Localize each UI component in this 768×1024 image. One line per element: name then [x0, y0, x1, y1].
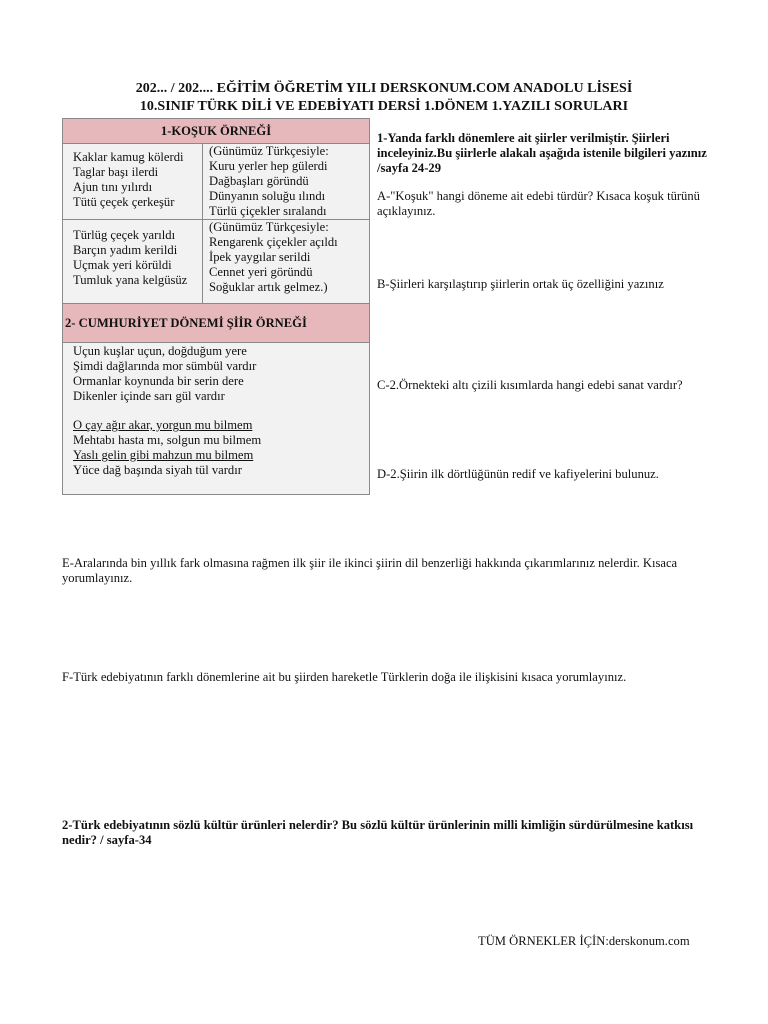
question-b: B-Şiirleri karşılaştırıp şiirlerin ortak üç özelliğini yazınız [377, 277, 664, 291]
exam-title-line1: 202... / 202.... EĞİTİM ÖĞRETİM YILI DERSKONUM.COM ANADOLU LİSESİ [135, 81, 633, 96]
republic-era-poem [63, 343, 370, 495]
stanza2-modern-line: Soğuklar artık gelmez.) [209, 280, 328, 294]
stanza2-modern [203, 220, 370, 304]
stanza1-modern-line: (Günümüz Türkçesiyle: [209, 144, 329, 158]
poem2-line: Mehtabı hasta mı, solgun mu bilmem [73, 433, 262, 447]
stanza1-modern-line: Türlü çiçekler sıralandı [209, 204, 327, 218]
stanza1-original-line: Tütü çeçek çerkeşür [73, 195, 175, 209]
stanza2-original-line: Barçın yadım kerildi [73, 243, 178, 257]
question-1-intro: 1-Yanda farklı dönemlere ait şiirler verilmiştir. Şiirleri inceleyiniz.Bu şiirlerle alakalı aşağıda istenile bilgileri yazınız /sayfa 24-29 [377, 131, 707, 175]
stanza1-original-line: Taglar başı ilerdi [73, 165, 159, 179]
poem2-line: Dikenler içinde sarı gül vardır [73, 389, 225, 403]
stanza1-modern [203, 144, 370, 220]
poem2-line: Ormanlar koynunda bir serin dere [73, 374, 244, 388]
section2-title: 2- CUMHURİYET DÖNEMİ ŞİİR ÖRNEĞİ [63, 304, 370, 343]
stanza1-modern-line: Kuru yerler hep gülerdi [209, 159, 328, 173]
poem2-line-underlined: O çay ağır akar, yorgun mu bilmem [73, 418, 253, 432]
stanza2-modern-line: Cennet yeri göründü [209, 265, 313, 279]
question-d: D-2.Şiirin ilk dörtlüğünün redif ve kafiyelerini bulunuz. [377, 467, 659, 481]
stanza-gap [73, 404, 369, 418]
stanza1-original-line: Ajun tını yılırdı [73, 180, 153, 194]
exam-title-line2: 10.SINIF TÜRK DİLİ VE EDEBİYATI DERSİ 1.DÖNEM 1.YAZILI SORULARI [139, 99, 629, 114]
poem2-line: Uçun kuşlar uçun, doğduğum yere [73, 344, 247, 358]
footer-link-text: TÜM ÖRNEKLER İÇİN:derskonum.com [478, 934, 690, 948]
stanza2-original-line: Türlüg çeçek yarıldı [73, 228, 176, 242]
stanza2-original-line: Tumluk yana kelgüsüz [73, 273, 188, 287]
poem2-line-underlined: Yaslı gelin gibi mahzun mu bilmem [73, 448, 254, 462]
stanza1-original [63, 144, 203, 220]
question-a: A-"Koşuk" hangi döneme ait edebi türdür? Kısaca koşuk türünü açıklayınız. [377, 189, 700, 218]
question-e: E-Aralarında bin yıllık fark olmasına rağmen ilk şiir ile ikinci şiirin dil benzerliği hakkında çıkarımlarınız nelerdir. Kısaca yorumlayınız. [62, 556, 678, 585]
poem2-line: Şimdi dağlarında mor sümbül vardır [73, 359, 257, 373]
stanza1-modern-line: Dünyanın soluğu ılındı [209, 189, 326, 203]
stanza2-modern-line: (Günümüz Türkçesiyle: [209, 220, 329, 234]
poem2-line: Yüce dağ başında siyah tül vardır [73, 463, 242, 477]
question-c: C-2.Örnekteki altı çizili kısımlarda hangi edebi sanat vardır? [377, 378, 683, 392]
stanza1-original-line: Kaklar kamug kölerdi [73, 150, 184, 164]
stanza1-modern-line: Dağbaşları göründü [209, 174, 309, 188]
stanza2-modern-line: İpek yaygılar serildi [209, 250, 311, 264]
question-f: F-Türk edebiyatının farklı dönemlerine ait bu şiirden hareketle Türklerin doğa ile ilişkisini kısaca yorumlayınız. [62, 670, 627, 684]
section1-title: 1-KOŞUK ÖRNEĞİ [63, 119, 370, 144]
poem-table [62, 118, 370, 495]
question-2: 2-Türk edebiyatının sözlü kültür ürünleri nelerdir? Bu sözlü kültür ürünlerinin milli kimliğin sürdürülmesine katkısı nedir? / sayfa-34 [62, 818, 694, 847]
stanza2-original-line: Uçmak yeri körüldi [73, 258, 172, 272]
stanza2-original [63, 220, 203, 304]
stanza2-modern-line: Rengarenk çiçekler açıldı [209, 235, 338, 249]
